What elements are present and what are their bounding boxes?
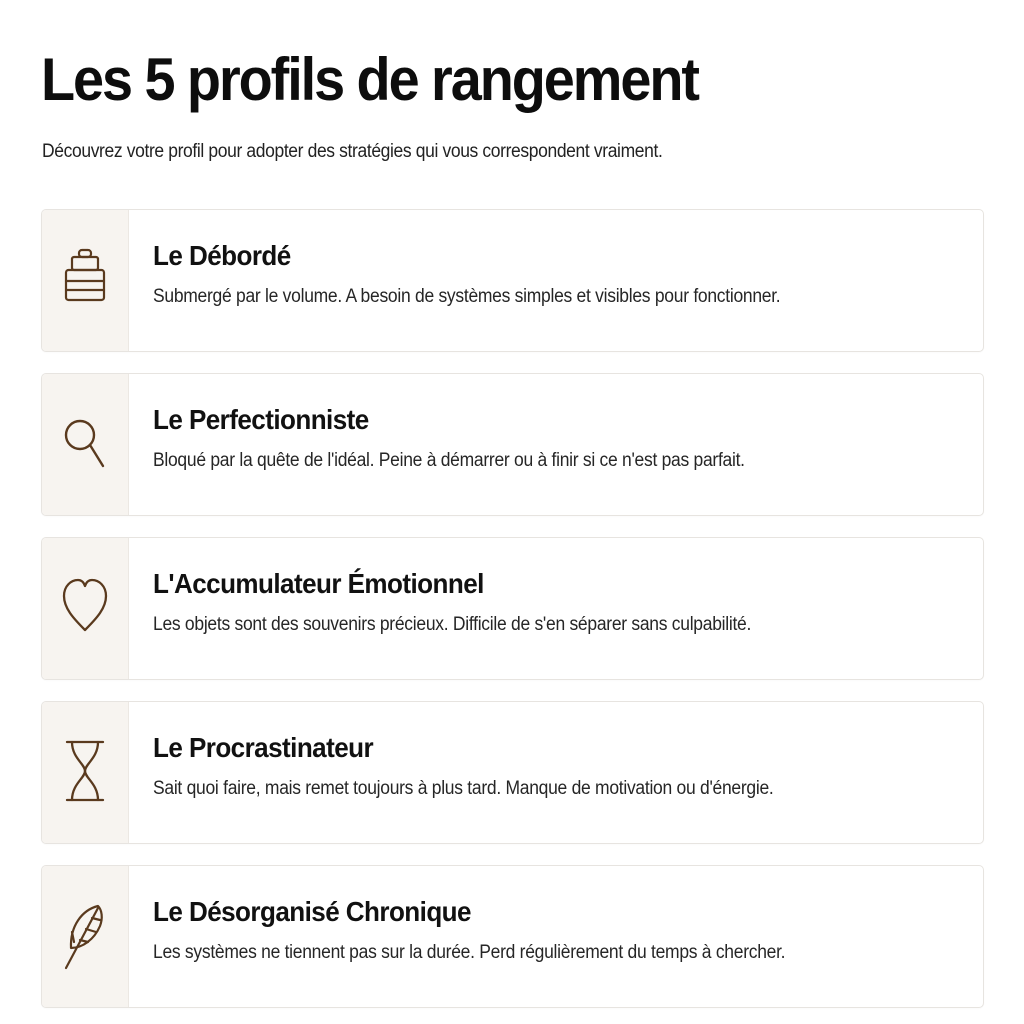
page-title: Les 5 profils de rangement	[41, 46, 698, 113]
profile-description: Les objets sont des souvenirs précieux. Difficile de s'en séparer sans culpabilité.	[153, 614, 752, 635]
hourglass-icon	[63, 738, 107, 804]
profile-text	[129, 866, 983, 1007]
profile-card-desorganise[interactable]	[41, 865, 984, 1008]
heart-icon	[61, 574, 109, 636]
profile-icon-cell	[42, 538, 129, 679]
profile-list	[41, 209, 984, 1008]
profile-icon-cell	[42, 866, 129, 1007]
profile-title: Le Désorganisé Chronique	[153, 896, 471, 927]
stacked-boxes-icon	[63, 246, 107, 306]
profile-icon-cell	[42, 702, 129, 843]
profile-title: Le Procrastinateur	[153, 732, 374, 763]
profile-card-perfectionniste[interactable]	[41, 373, 984, 516]
profile-description: Sait quoi faire, mais remet toujours à plus tard. Manque de motivation ou d'énergie.	[153, 778, 774, 799]
profile-text	[129, 702, 983, 843]
profile-card-procrastinateur[interactable]	[41, 701, 984, 844]
profile-card-deborde[interactable]	[41, 209, 984, 352]
feather-icon	[62, 902, 108, 972]
profile-description: Les systèmes ne tiennent pas sur la durée. Perd régulièrement du temps à chercher.	[153, 942, 786, 963]
profile-card-accumulateur[interactable]	[41, 537, 984, 680]
profile-description: Bloqué par la quête de l'idéal. Peine à démarrer ou à finir si ce n'est pas parfait.	[153, 450, 745, 471]
profile-text	[129, 210, 983, 351]
profile-description: Submergé par le volume. A besoin de systèmes simples et visibles pour fonctionner.	[153, 286, 781, 307]
profile-title: L'Accumulateur Émotionnel	[153, 568, 484, 599]
profile-icon-cell	[42, 374, 129, 515]
magnifying-glass-icon	[61, 410, 109, 474]
profile-icon-cell	[42, 210, 129, 351]
profile-title: Le Perfectionniste	[153, 404, 369, 435]
profile-text	[129, 538, 983, 679]
page-subtitle: Découvrez votre profil pour adopter des stratégies qui vous correspondent vraiment.	[42, 141, 663, 162]
profile-text	[129, 374, 983, 515]
profile-title: Le Débordé	[153, 240, 291, 271]
